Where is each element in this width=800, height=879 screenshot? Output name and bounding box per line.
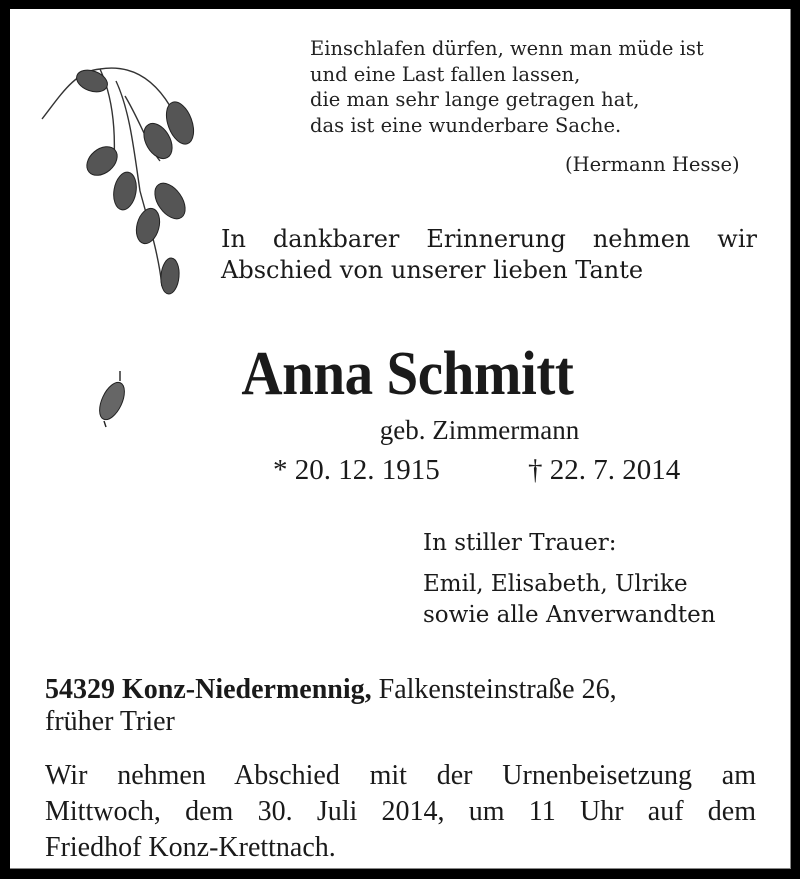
- obituary-card: [10, 9, 791, 869]
- address: [45, 674, 617, 738]
- death-date: † 22. 7. 2014: [528, 454, 681, 486]
- deceased-name: Anna Schmitt: [241, 340, 574, 408]
- funeral-line: Friedhof Konz-Krettnach.: [45, 832, 336, 863]
- birch-branch-icon: [30, 51, 210, 311]
- maiden-name: geb. Zimmermann: [379, 415, 580, 445]
- quote-line: die man sehr lange getragen hat,: [310, 88, 640, 111]
- poem-quote: [310, 36, 704, 138]
- quote-line: das ist eine wunderbare Sache.: [310, 113, 622, 137]
- intro-line: In dankbarer Erinnerung nehmen wir: [221, 225, 757, 253]
- quote-attribution: (Hermann Hesse): [565, 153, 740, 176]
- quote-line: Einschlafen dürfen, wenn man müde ist: [310, 37, 704, 60]
- address-street: Falkensteinstraße 26,: [371, 674, 617, 705]
- mourners-line: Emil, Elisabeth, Ulrike: [423, 571, 688, 597]
- funeral-line: Wir nehmen Abschied mit der Urnenbeisetzung am: [45, 760, 756, 791]
- funeral-line: Mittwoch, dem 30. Juli 2014, um 11 Uhr auf dem: [45, 796, 756, 827]
- address-city: 54329 Konz-Niedermennig,: [45, 674, 372, 705]
- birth-date: * 20. 12. 1915: [273, 454, 440, 486]
- mourners-line: sowie alle Anverwandten: [423, 602, 716, 628]
- quote-line: und eine Last fallen lassen,: [310, 62, 581, 86]
- address-former: früher Trier: [45, 706, 175, 737]
- mourners-list: [423, 569, 716, 631]
- funeral-notice: [45, 758, 756, 866]
- mourners-heading: In stiller Trauer:: [423, 530, 617, 556]
- intro-text: [221, 224, 757, 286]
- intro-line: Abschied von unserer lieben Tante: [221, 256, 644, 284]
